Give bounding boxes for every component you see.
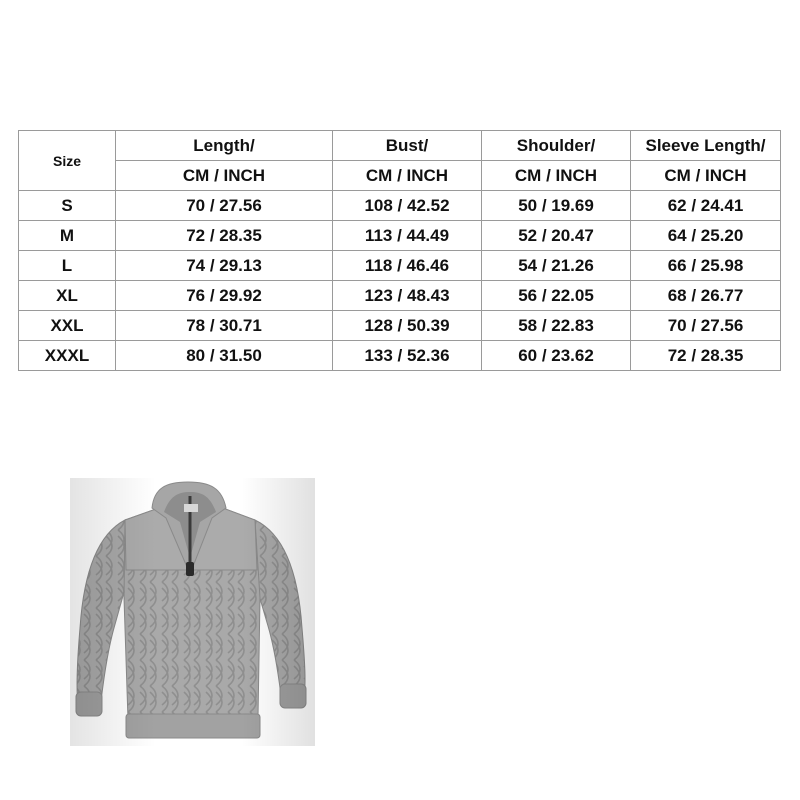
- quarter-zip-sweater-icon: [70, 478, 315, 746]
- unit-label: CM / INCH: [116, 161, 333, 191]
- shoulder-cell: 50 / 19.69: [482, 191, 631, 221]
- bust-cell: 123 / 48.43: [333, 281, 482, 311]
- table-row: [19, 191, 781, 221]
- bust-cell: 108 / 42.52: [333, 191, 482, 221]
- shoulder-header: Shoulder/: [482, 131, 631, 161]
- product-photo: [70, 478, 315, 746]
- length-header: Length/: [116, 131, 333, 161]
- bust-header: Bust/: [333, 131, 482, 161]
- table-row: [19, 311, 781, 341]
- length-cell: 70 / 27.56: [116, 191, 333, 221]
- size-chart: [18, 130, 780, 371]
- length-cell: 72 / 28.35: [116, 221, 333, 251]
- sleeve-length-header: Sleeve Length/: [631, 131, 781, 161]
- size-cell: S: [19, 191, 116, 221]
- sleeve-cell: 64 / 25.20: [631, 221, 781, 251]
- bust-cell: 133 / 52.36: [333, 341, 482, 371]
- header-row-groups: [19, 131, 781, 161]
- shoulder-cell: 54 / 21.26: [482, 251, 631, 281]
- sleeve-cell: 62 / 24.41: [631, 191, 781, 221]
- unit-label: CM / INCH: [333, 161, 482, 191]
- header-row-units: [19, 161, 781, 191]
- sleeve-cell: 72 / 28.35: [631, 341, 781, 371]
- sleeve-cell: 68 / 26.77: [631, 281, 781, 311]
- length-cell: 78 / 30.71: [116, 311, 333, 341]
- size-cell: XL: [19, 281, 116, 311]
- unit-label: CM / INCH: [482, 161, 631, 191]
- size-cell: L: [19, 251, 116, 281]
- shoulder-cell: 60 / 23.62: [482, 341, 631, 371]
- sleeve-cell: 70 / 27.56: [631, 311, 781, 341]
- sleeve-cell: 66 / 25.98: [631, 251, 781, 281]
- table-row: [19, 221, 781, 251]
- bust-cell: 118 / 46.46: [333, 251, 482, 281]
- size-cell: XXL: [19, 311, 116, 341]
- size-table: [18, 130, 781, 371]
- length-cell: 80 / 31.50: [116, 341, 333, 371]
- shoulder-cell: 58 / 22.83: [482, 311, 631, 341]
- length-cell: 76 / 29.92: [116, 281, 333, 311]
- table-row: [19, 341, 781, 371]
- size-column-header: Size: [19, 131, 116, 191]
- table-row: [19, 281, 781, 311]
- shoulder-cell: 56 / 22.05: [482, 281, 631, 311]
- bust-cell: 128 / 50.39: [333, 311, 482, 341]
- length-cell: 74 / 29.13: [116, 251, 333, 281]
- bust-cell: 113 / 44.49: [333, 221, 482, 251]
- unit-label: CM / INCH: [631, 161, 781, 191]
- table-row: [19, 251, 781, 281]
- size-cell: M: [19, 221, 116, 251]
- size-cell: XXXL: [19, 341, 116, 371]
- shoulder-cell: 52 / 20.47: [482, 221, 631, 251]
